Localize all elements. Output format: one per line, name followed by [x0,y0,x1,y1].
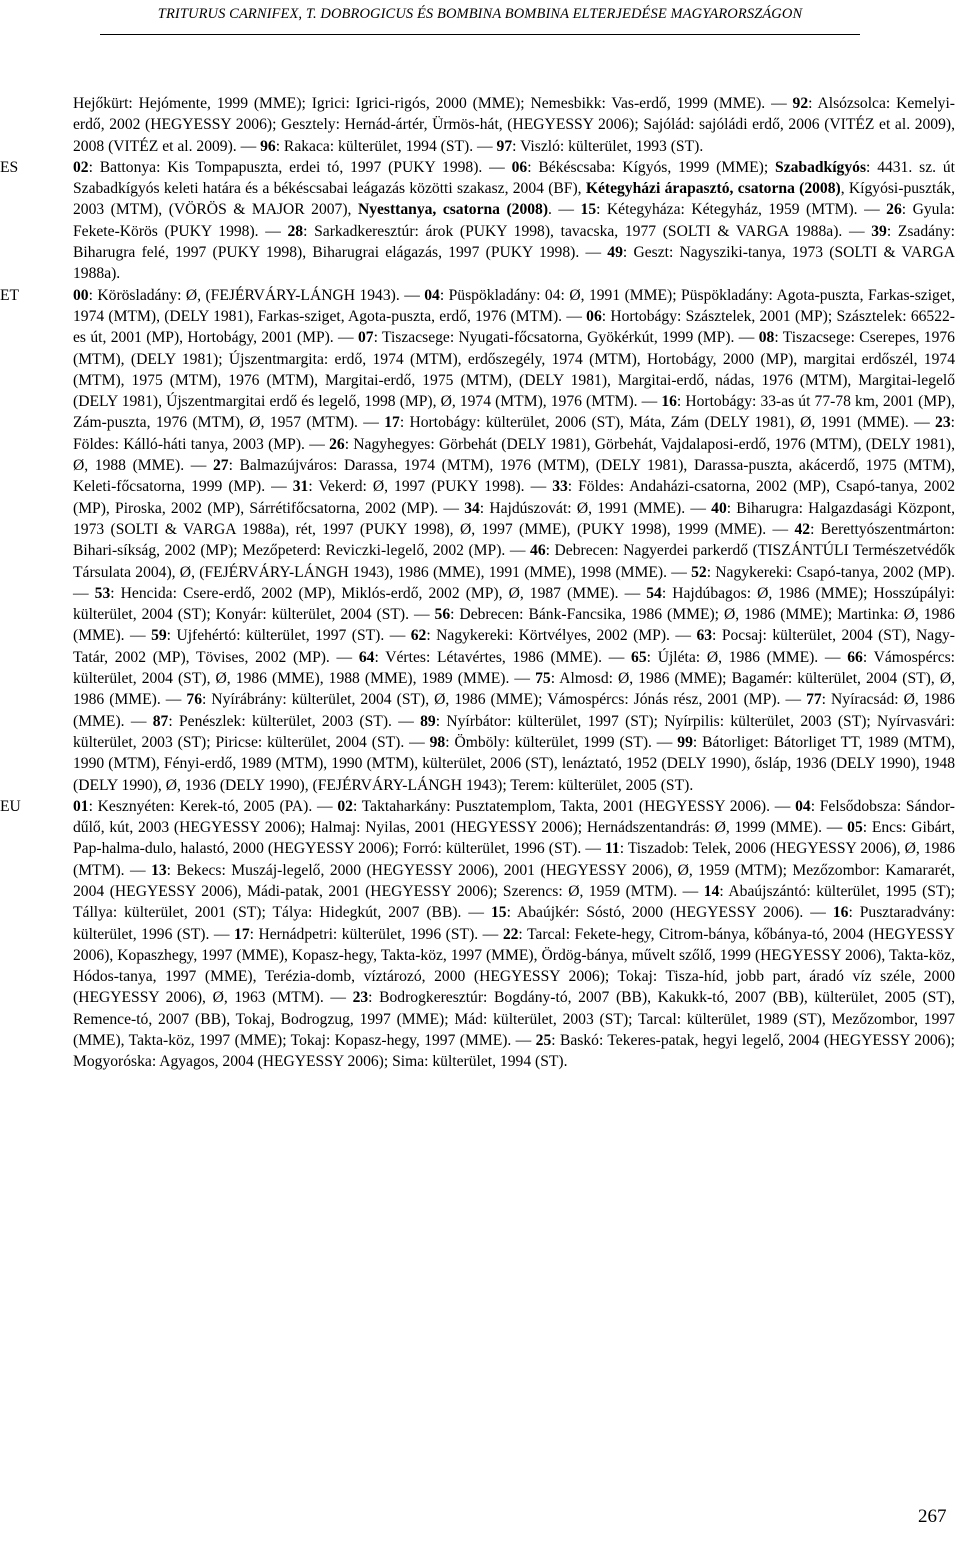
text-segment: : Bátorliget: Bátorliget TT, 1989 (MTM), 1990 (MTM), Fényi-erdő, 1989 (MTM), 1990 (MTM), külterület, 2006 (ST), lenáztató, 1952 (DELY 1990), ősláp, 1936 (DELY 1990), 1948 (DELY 1990), Ø, 1936 (DELY 1990), (FEJÉRVÁRY-LÁNGH 1943); Terem: külterület, 2005 (ST). [73,733,955,794]
bold-segment: 40 [711,499,727,517]
bold-segment: 92 [792,95,809,112]
text-segment: : Nagykereki: Körtvélyes, 2002 (MP). — [426,627,697,645]
bold-segment: 52 [691,563,707,581]
text-segment: , Kígyósi-puszták, 2003 (MTM), (VÖRÖS & MAJOR 2007), [73,180,955,219]
bold-segment: 25 [535,1032,552,1050]
text-segment: : Tiszadob: Telek, 2006 (HEGYESSY 2006), Ø, 1986 (MTM). — [73,840,955,879]
text-segment: . — [548,201,581,219]
bold-segment: 66 [847,648,863,666]
bold-segment: 11 [604,840,620,858]
text-segment: : Abaújszántó: külterület, 1995 (ST); Tállya: külterület, 2001 (ST); Tálya: Hidegkút, 2007 (BB). — [73,882,955,922]
text-segment: : Felsődobsza: Sándor-dűlő, kút, 2003 (HEGYESSY 2006); Halmaj: Nyilas, 2001 (HEGYESSY 2006); Hernádszentandrás: Ø, 1999 (MME). — [73,797,955,837]
bold-segment: 15 [490,904,507,922]
text-segment: : Nagykereki: Csapó-tanya, 2002 (MP). — [73,563,955,602]
text-segment: : Pusztaradvány: külterület, 1996 (ST). — [73,904,956,943]
page-number: 267 [918,1506,947,1527]
paragraph-intro [73,93,955,157]
bold-segment: 04 [795,797,811,815]
bold-segment: 16 [661,393,677,411]
text-segment: : Vámospércs: külterület, 2004 (ST), Ø, 1986 (MME), 1988 (MME), 1989 (MME). — [73,648,956,688]
bold-segment: 63 [696,627,713,645]
bold-segment: 53 [94,584,111,602]
bold-segment: Kétegyházi árapasztó, csatorna (2008) [585,180,841,198]
bold-segment: 33 [552,478,568,496]
text-segment: : Püspökladány: 04: Ø, 1991 (MME); Püspökladány: Agota-puszta, Farkas-sziget, 1974 (MTM), (DELY 1981), Farkas-sziget, Agota-puszta, erdő, 1976 (MTM). — [73,286,955,325]
text-segment: : Ujfehértó: külterület, 1997 (ST). — [166,627,411,645]
text-segment: : Hernádpetri: külterület, 1996 (ST). — [249,925,503,943]
bold-segment: 39 [871,222,887,240]
bold-segment: Szabadkígyós [775,158,867,176]
region-code-eu: EU [0,797,21,815]
bold-segment: 00 [73,286,89,304]
text-segment: : Geszt: Nagysziki-tanya, 1973 (SOLTI & VARGA 1988a). [73,244,955,283]
text-segment: : Hencida: Csere-erdő, 2002 (MP), Miklós-erdő, 2002 (MP), Ø, 1987 (MME). — [110,584,647,602]
bold-segment: 17 [234,925,250,943]
bold-segment: 23 [935,414,951,432]
text-segment: : Viszló: külterület, 1993 (ST). [512,137,704,155]
paragraph-eu [0,796,956,1073]
bold-segment: 13 [151,861,167,879]
bold-segment: 07 [358,329,374,347]
text-segment: : Nyírbátor: külterület, 1997 (ST); Nyírpilis: külterület, 2003 (ST); Nyírvasvári: külterület, 2003 (ST); Piricse: külterület, 2004 (ST). — [73,712,955,751]
text-segment: : Tiszacsege: Cserepes, 1976 (MTM), (DELY 1981); Újszentmargita: erdő, 1974 (MTM), erdőszegély, 1974 (MTM), Hortobágy, 2000 (MP), margitai erdőszél, 1974 (MTM), 1975 (MTM), 1976 (MTM), Margitai-erdő, 1975 (MTM), (DELY 1981), Margitai-erdő, nádas, 1976 (MTM), Margitai-legelő (DELY 1981), Újszentmargitai erdő és legelő, 1998 (MP), Ø, 1974 (MTM), 1976 (MTM). — [73,329,955,411]
bold-segment: 62 [410,627,427,645]
bold-segment: Nyesttanya, csatorna (2008) [357,201,549,219]
bold-segment: 22 [502,925,519,943]
text-segment: : Vekerd: Ø, 1997 (PUKY 1998). — [308,478,553,496]
text-segment: : Almosd: Ø, 1986 (MME); Bagamér: külterület, 2004 (ST), Ø, 1986 (MME). — [73,670,955,709]
text-segment: : Gyula: Fekete-Körös (PUKY 1998). — [73,201,956,240]
bold-segment: 01 [73,797,89,815]
text-segment: : Földes: Kálló-háti tanya, 2003 (MP). — [73,414,955,453]
bold-segment: 99 [677,733,693,751]
bold-segment: 76 [186,691,202,709]
region-code-es: ES [0,158,19,176]
bold-segment: 56 [434,606,451,624]
bold-segment: 04 [424,286,440,304]
text-segment: : Békéscsaba: Kígyós, 1999 (MME); [527,158,776,176]
text-segment: : Földes: Andaházi-csatorna, 2002 (MP), Csapó-tanya, 2002 (MP), Piroska, 2002 (MP), Sárrétifőcsatorna, 2002 (MP). — [73,478,956,517]
text-segment: : Penészlek: külterület, 2003 (ST). — [168,712,421,730]
bold-segment: 23 [352,989,369,1007]
bold-segment: 65 [631,648,647,666]
main-text [0,93,956,1073]
text-segment: : Balmazújváros: Darassa, 1974 (MTM), 1976 (MTM), (DELY 1981), Darassa-puszta, akácerdő, 1975 (MTM), Keleti-főcsatorna, 1999 (MP). — [73,457,955,496]
bold-segment: 54 [646,584,662,602]
bold-segment: 75 [535,670,551,688]
header-rule [100,34,860,35]
text-segment: : Taktaharkány: Pusztatemplom, Takta, 2001 (HEGYESSY 2006). — [352,797,796,815]
text-segment: : Nagyhegyes: Görbehát (DELY 1981), Görbehát, Vajdalaposi-erdő, 1976 (MTM), (DELY 1981), Ø, 1988 (MME). — [73,435,955,475]
text-segment: : Nyírábrány: külterület, 2004 (ST), Ø, 1986 (MME); Vámospércs: Jónás rész, 2001 (MP). — [202,691,807,709]
bold-segment: 17 [384,414,400,432]
text-segment: : Berettyószentmárton: Bihari-síkság, 2002 (MP); Mezőpeterd: Reviczki-legelő, 2002 (MP). — [73,520,956,560]
running-header: TRITURUS CARNIFEX, T. DOBROGICUS ÉS BOMBINA BOMBINA ELTERJEDÉSE MAGYARORSZÁGON [157,6,803,22]
text-segment: : Abaújkér: Sóstó, 2000 (HEGYESSY 2006). — [506,904,833,922]
text-segment: : Pocsaj: külterület, 2004 (ST), Nagy-Tatár, 2002 (MP), Tövises, 2002 (MP). — [73,627,955,666]
bold-segment: 49 [607,244,623,262]
bold-segment: 34 [464,499,480,517]
bold-segment: 06 [586,307,602,325]
bold-segment: 31 [292,478,309,496]
text-segment: : Hortobágy: 33-as út 77-78 km, 2001 (MP), Zám-puszta, 1976 (MTM), Ø, 1957 (MTM). — [73,393,955,432]
text-segment: : Biharugra: Halgazdasági Központ, 1973 (SOLTI & VARGA 1988a), rét, 1997 (PUKY 1998), Ø, 1997 (MME), (PUKY 1998), 1999 (MME). — [73,499,955,538]
text-segment: : Baskó: Tekeres-patak, hegyi legelő, 2004 (HEGYESSY 2006); Mogyoróska: Agyagos, 2004 (HEGYESSY 2006); Sima: külterület, 1994 (ST). [73,1032,955,1071]
bold-segment: 15 [580,201,597,219]
bold-segment: 77 [806,691,822,709]
paragraph-et [0,285,956,796]
text-segment: : Hajdúszovát: Ø, 1991 (MME). — [479,499,712,517]
bold-segment: 98 [429,733,446,751]
bold-segment: 64 [358,648,375,666]
text-segment: : Debrecen: Nagyerdei parkerdő (TISZÁNTÚLI Természetvédők Társulata 2004), Ø, (FEJÉRVÁRY-LÁNGH 1943), 1986 (MME), 1991 (MME), 1998 (MME). — [73,542,956,581]
bold-segment: 02 [73,158,89,176]
text-segment: : Encs: Gibárt, Pap-halma-dulo, halastó, 2000 (HEGYESSY 2006); Forró: külterület, 1996 (ST). — [73,819,955,858]
text-segment: : Rakaca: külterület, 1994 (ST). — [275,137,497,155]
text-segment: : Kétegyháza: Kétegyház, 1959 (MTM). — [596,201,887,219]
text-segment: : Újléta: Ø, 1986 (MME). — [646,648,848,666]
text-segment: : Hortobágy: Szásztelek, 2001 (MP); Szásztelek: 66522-es út, 2001 (MP), Hortobágy, 2001 (MP). — [73,307,956,347]
text-segment: : Battonya: Kis Tompapuszta, erdei tó, 1997 (PUKY 1998). — [88,158,512,176]
bold-segment: 08 [758,329,775,347]
text-segment: : Zsadány: Biharugra felé, 1997 (PUKY 1998), Biharugrai elágazás, 1997 (PUKY 1998). — [73,222,955,262]
text-segment: : Körösladány: Ø, (FEJÉRVÁRY-LÁNGH 1943). — [88,286,425,304]
text-segment: : Sarkadkeresztúr: árok (PUKY 1998), tavacska, 1977 (SOLTI & VARGA 1988a). — [303,222,872,240]
bold-segment: 06 [511,158,528,176]
text-segment: : Debrecen: Bánk-Fancsika, 1986 (MME); Ø, 1986 (MME); Martinka: Ø, 1986 (MME). — [73,606,955,645]
bold-segment: 46 [530,542,546,560]
bold-segment: 97 [496,137,513,155]
text-segment: : Hortobágy: külterület, 2006 (ST), Máta, Zám (DELY 1981), Ø, 1991 (MME). — [399,414,936,432]
text-segment: : Bekecs: Muszáj-legelő, 2000 (HEGYESSY 2006), 2001 (HEGYESSY 2006), Ø, 1959 (MTM); Mezőzombor: Kamararét, 2004 (HEGYESSY 2006), Mádi-patak, 2001 (HEGYESSY 2006); Szerencs: Ø, 1959 (MTM). — [73,861,955,900]
text-segment: : Bodrogkeresztúr: Bogdány-tó, 2007 (BB), Kakukk-tó, 2007 (BB), külterület, 2005 (ST), Remence-tó, 2007 (BB), Tokaj, Bodrogzug, 1997 (MME); Mád: külterület, 2003 (ST); Tarcal: külterület, 1989 (ST), Mezőzombor, 1997 (MME), Takta-köz, 1997 (MME); Tokaj: Kopasz-hegy, 1997 (MME). — [73,989,955,1050]
bold-segment: 27 [212,457,229,475]
text-segment: : Nyíracsád: Ø, 1986 (MME). — [73,691,955,730]
text-segment: : Alsózsolca: Kemelyi-erdő, 2002 (HEGYESSY 2006); Gesztely: Hernád-ártér, Ürmös-hát, (HEGYESSY 2006); Sajólád: sajóládi erdő, 2006 (VITÉZ et al. 2009), 2008 (VITÉZ et al. 2009). — [73,95,955,155]
text-segment: : Kesznyéten: Kerek-tó, 2005 (PA). — [88,797,338,815]
bold-segment: 28 [287,222,304,240]
text-segment: : Vértes: Létavértes, 1986 (MME). — [374,648,632,666]
text-segment: : Tarcal: Fekete-hegy, Citrom-bánya, kőbánya-tó, 2004 (HEGYESSY 2006), Kopaszhegy, 1997 (MME), Kopasz-hegy, Takta-köz, 1997 (MME), Ördög-bánya, művelt szőlő, 1999 (HEGYESSY 2006), Takta-köz, Hódos-tanya, 1997 (MME), Terézia-domb, víztározó, 2000 (HEGYESSY 2006); Tokaj: Tisza-híd, jobb part, áradó víz széle, 2000 (HEGYESSY 2006), Ø, 1963 (MTM). — [73,925,955,1007]
bold-segment: 14 [703,882,720,900]
bold-segment: 87 [152,712,169,730]
bold-segment: 26 [886,201,902,219]
text-segment: : Hajdúbagos: Ø, 1986 (MME); Hosszúpályi: külterület, 2004 (ST); Konyár: külterület, 2004 (ST). — [73,584,955,624]
bold-segment: 26 [329,435,345,453]
paragraph-es [0,157,956,285]
text-segment: : Tiszacsege: Nyugati-főcsatorna, Gyökérkút, 1999 (MP). — [373,329,759,347]
bold-segment: 05 [847,819,863,837]
text-segment: : 4431. sz. út Szabadkígyós keleti határa és a békéscsabai leágazás közötti szakasz, 2004 (BF), [73,158,956,198]
bold-segment: 42 [794,520,811,538]
bold-segment: 59 [151,627,167,645]
bold-segment: 96 [260,137,276,155]
bold-segment: 89 [420,712,436,730]
text-segment: : Ömböly: külterület, 1999 (ST). — [445,733,678,751]
bold-segment: 16 [832,904,849,922]
text-segment: Hejőkürt: Hejómente, 1999 (MME); Igrici: Igrici-rigós, 2000 (MME); Nemesbikk: Vas-erdő, 1999 (MME). — [73,95,793,112]
region-code-et: ET [0,286,20,304]
bold-segment: 02 [337,797,353,815]
